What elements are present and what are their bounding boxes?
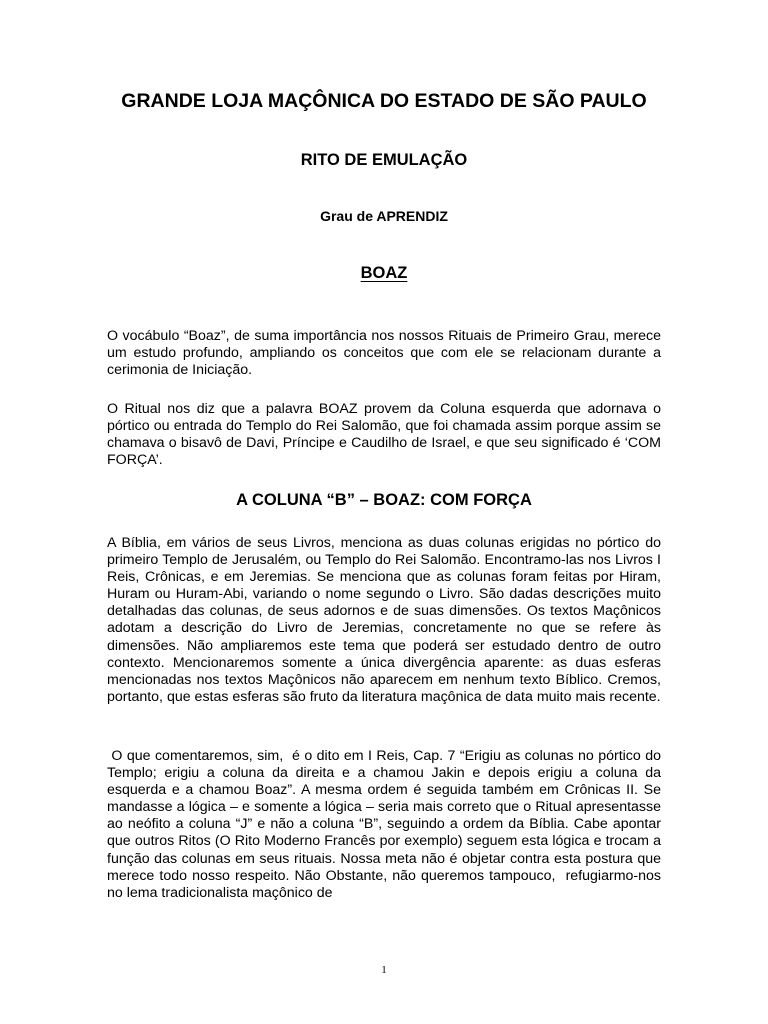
subject-title: BOAZ bbox=[360, 264, 408, 282]
degree-title: Grau de APRENDIZ bbox=[320, 208, 448, 224]
rite-title: RITO DE EMULAÇÃO bbox=[300, 151, 468, 169]
section-heading: A COLUNA “B” – BOAZ: COM FORÇA bbox=[236, 491, 532, 509]
paragraph-ritual: O Ritual nos diz que a palavra BOAZ provem da Coluna esquerda que adornava o pórtico ou entrada do Templo do Rei Salomão, que foi chamada assim porque assim se chamava o bisavô de Davi, Príncipe e Caudilho de Israel, e que seu significado é ‘COM FORÇA’. bbox=[107, 401, 665, 469]
paragraph-commentary: O que comentaremos, sim, é o dito em I Reis, Cap. 7 “Erigiu as colunas no pórtico do Templo; erigiu a coluna da direita e a chamou Jakin e depois erigiu a coluna da esquerda e a chamou Boaz”. A mesma ordem é seguida também em Crônicas II. Se mandasse a lógica – e somente a lógica – seria mais correto que o Ritual apresentasse ao neófito a coluna “J” e não a coluna “B”, seguindo a ordem da Bíblia. Cabe apontar que outros Ritos (O Rito Moderno Francês por exemplo) seguem esta lógica e trocam a função das colunas em seus rituais. Nossa meta não é objetar contra esta postura que merece todo nosso respeito. Não Obstante, não queremos tampouco, refugiarmo-nos no lema tradicionalista maçônico de bbox=[107, 748, 665, 901]
lodge-title: GRANDE LOJA MAÇÔNICA DO ESTADO DE SÃO PAULO bbox=[121, 90, 647, 112]
paragraph-bible: A Bíblia, em vários de seus Livros, menciona as duas colunas erigidas no pórtico do primeiro Templo de Jerusalém, ou Templo do Rei Salomão. Encontramo-las nos Livros I Reis, Crônicas, e em Jeremias. Se menciona que as colunas foram feitas por Hiram, Huram ou Huram-Abi, variando o nome segundo o Livro. São dadas descrições muito detalhadas das colunas, de seus adornos e de suas dimensões. Os textos Maçônicos adotam a descrição do Livro de Jeremias, concretamente no que se refere às dimensões. Não ampliaremos este tema que poderá ser estudado dentro de outro contexto. Mencionaremos somente a única divergência aparente: as duas esferas mencionadas nos textos Maçônicos não aparecem em nenhum texto Bíblico. Cremos, portanto, que estas esferas são fruto da literatura maçônica de data muito mais recente. bbox=[107, 535, 665, 705]
paragraph-intro: O vocábulo “Boaz”, de suma importância nos nossos Rituais de Primeiro Grau, merece um estudo profundo, ampliando os conceitos que com ele se relacionam durante a cerimonia de Iniciação. bbox=[107, 328, 665, 379]
page-number: 1 bbox=[381, 964, 387, 976]
